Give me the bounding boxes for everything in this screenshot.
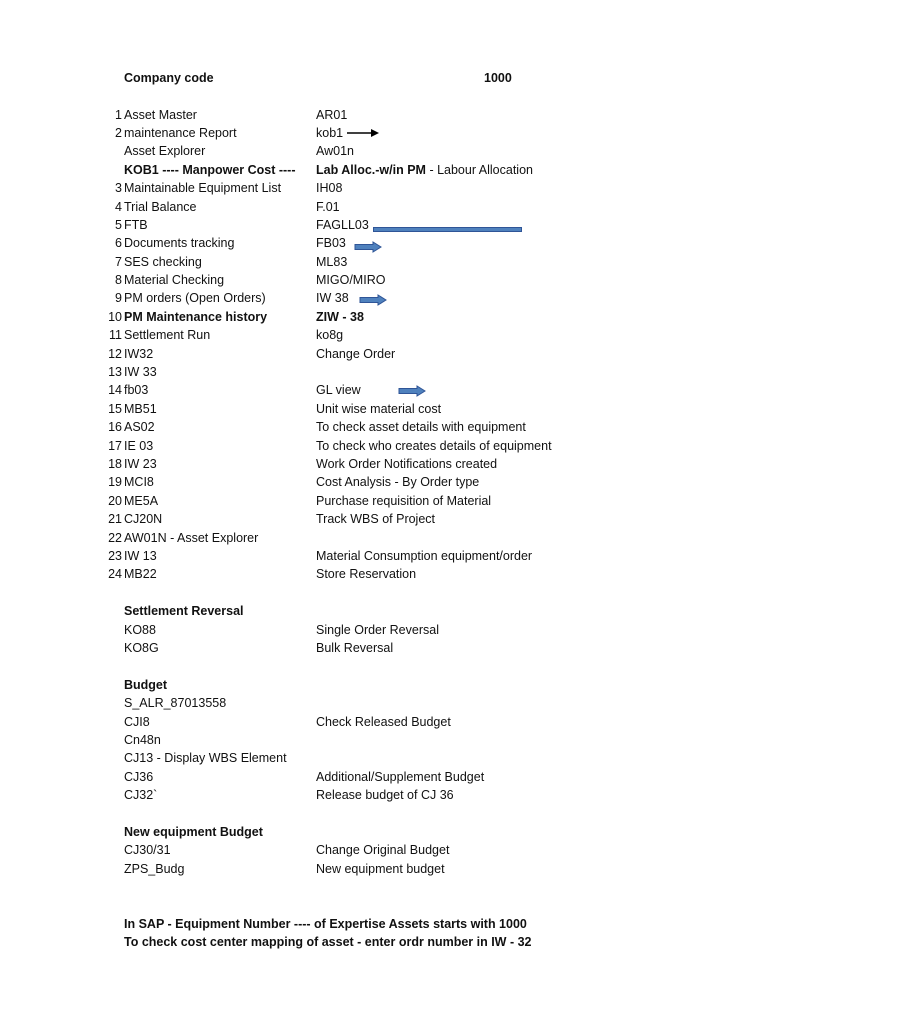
item-label: Asset Master <box>124 108 197 122</box>
list-item <box>0 768 900 786</box>
section-heading: Budget <box>124 678 168 692</box>
item-number: 22 <box>108 531 122 545</box>
note-text: To check cost center mapping of asset - enter ordr number in IW - 32 <box>124 935 532 949</box>
item-label: Cn48n <box>124 733 161 747</box>
item-number: 1 <box>115 108 122 122</box>
item-value: ZIW - 38 <box>316 310 364 324</box>
item-label: KOB1 ---- Manpower Cost ---- <box>124 163 296 177</box>
note-line <box>0 933 900 951</box>
list-item <box>0 510 900 528</box>
item-number: 17 <box>108 439 122 453</box>
list-item <box>0 308 900 326</box>
list-item <box>0 639 900 657</box>
item-label: maintenance Report <box>124 126 237 140</box>
item-value: Material Consumption equipment/order <box>316 549 533 563</box>
item-number: 10 <box>108 310 122 324</box>
list-item <box>0 381 900 399</box>
list-item <box>0 161 900 179</box>
list-item <box>0 731 900 749</box>
list-item <box>0 179 900 197</box>
item-value: Cost Analysis - By Order type <box>316 475 480 489</box>
list-item <box>0 565 900 583</box>
list-item <box>0 418 900 436</box>
item-label: IW32 <box>124 347 154 361</box>
list-item <box>0 124 900 142</box>
item-value: Single Order Reversal <box>316 623 439 637</box>
item-label: S_ALR_87013558 <box>124 696 227 710</box>
item-value: Bulk Reversal <box>316 641 394 655</box>
list-item <box>0 437 900 455</box>
item-number: 11 <box>109 328 122 342</box>
list-item <box>0 198 900 216</box>
list-item <box>0 345 900 363</box>
section-heading: New equipment Budget <box>124 825 263 839</box>
item-label: ME5A <box>124 494 159 508</box>
item-number: 5 <box>115 218 122 232</box>
item-value <box>316 161 533 179</box>
item-label: SES checking <box>124 255 202 269</box>
item-value: To check asset details with equipment <box>316 420 526 434</box>
note-text: In SAP - Equipment Number ---- of Expertise Assets starts with 1000 <box>124 917 527 931</box>
item-number: 4 <box>115 200 122 214</box>
right-arrow-icon <box>346 127 380 139</box>
item-number: 9 <box>115 291 122 305</box>
list-item <box>0 529 900 547</box>
item-label: PM orders (Open Orders) <box>124 291 266 305</box>
list-item <box>0 234 900 252</box>
note-line <box>0 915 900 933</box>
item-value: ko8g <box>316 328 344 342</box>
item-label: MB51 <box>124 402 157 416</box>
item-value: kob1 <box>316 126 344 140</box>
item-label: Documents tracking <box>124 236 235 250</box>
item-value: Purchase requisition of Material <box>316 494 492 508</box>
item-number: 23 <box>108 549 122 563</box>
item-label: CJ30/31 <box>124 843 171 857</box>
item-number: 8 <box>115 273 122 287</box>
block-arrow-icon <box>354 241 382 253</box>
item-label: Asset Explorer <box>124 144 206 158</box>
item-label: FTB <box>124 218 148 232</box>
item-number: 16 <box>108 420 122 434</box>
item-value: Track WBS of Project <box>316 512 436 526</box>
item-label: Settlement Run <box>124 328 211 342</box>
item-label: CJ20N <box>124 512 163 526</box>
list-item <box>0 106 900 124</box>
item-value: IW 38 <box>316 291 349 305</box>
item-value: Change Order <box>316 347 396 361</box>
item-value: Store Reservation <box>316 567 417 581</box>
item-label: ZPS_Budg <box>124 862 185 876</box>
item-label: KO88 <box>124 623 156 637</box>
block-arrow-icon <box>359 294 387 306</box>
item-value: Change Original Budget <box>316 843 450 857</box>
section-heading-settlement <box>0 602 900 620</box>
list-item <box>0 400 900 418</box>
list-item <box>0 621 900 639</box>
item-label: Trial Balance <box>124 200 197 214</box>
item-value: IH08 <box>316 181 343 195</box>
item-label: CJ13 - Display WBS Element <box>124 751 287 765</box>
list-item <box>0 326 900 344</box>
item-label: fb03 <box>124 383 149 397</box>
item-label: CJ36 <box>124 770 154 784</box>
item-value: MIGO/MIRO <box>316 273 386 287</box>
company-code-label: Company code <box>124 71 214 85</box>
item-value: FB03 <box>316 236 346 250</box>
item-number: 3 <box>115 181 122 195</box>
company-code-row <box>0 69 900 87</box>
list-item <box>0 289 900 307</box>
item-value: To check who creates details of equipment <box>316 439 552 453</box>
item-value: Aw01n <box>316 144 354 158</box>
list-item <box>0 841 900 859</box>
list-item <box>0 713 900 731</box>
item-label: IE 03 <box>124 439 154 453</box>
item-number: 19 <box>108 475 122 489</box>
item-label: CJI8 <box>124 715 150 729</box>
item-number: 2 <box>115 126 122 140</box>
list-item <box>0 547 900 565</box>
item-label: AS02 <box>124 420 155 434</box>
list-item <box>0 749 900 767</box>
item-value-extra: - Labour Allocation <box>425 163 533 177</box>
item-label: PM Maintenance history <box>124 310 268 324</box>
list-item <box>0 455 900 473</box>
item-label: CJ32` <box>124 788 158 802</box>
item-value: FAGLL03 <box>316 218 369 232</box>
item-number: 7 <box>115 255 122 269</box>
section-heading-budget <box>0 676 900 694</box>
item-number: 18 <box>108 457 122 471</box>
list-item <box>0 253 900 271</box>
item-value: Check Released Budget <box>316 715 451 729</box>
item-label: AW01N - Asset Explorer <box>124 531 259 545</box>
item-label: IW 33 <box>124 365 157 379</box>
item-value: Release budget of CJ 36 <box>316 788 454 802</box>
item-number: 14 <box>108 383 122 397</box>
item-number: 13 <box>108 365 122 379</box>
item-label: Material Checking <box>124 273 225 287</box>
list-item <box>0 271 900 289</box>
section-heading-new-equipment <box>0 823 900 841</box>
item-value: New equipment budget <box>316 862 445 876</box>
block-arrow-icon <box>398 385 426 397</box>
list-item <box>0 694 900 712</box>
item-label: IW 23 <box>124 457 157 471</box>
item-value: GL view <box>316 383 361 397</box>
item-value: Additional/Supplement Budget <box>316 770 485 784</box>
item-label: Maintainable Equipment List <box>124 181 282 195</box>
item-number: 21 <box>108 512 122 526</box>
item-value: Work Order Notifications created <box>316 457 498 471</box>
item-label: MB22 <box>124 567 157 581</box>
item-value: F.01 <box>316 200 340 214</box>
item-value: AR01 <box>316 108 348 122</box>
item-value-main: Lab Alloc.-w/in PM <box>316 163 426 177</box>
item-number: 12 <box>108 347 122 361</box>
item-label: IW 13 <box>124 549 157 563</box>
item-number: 6 <box>115 236 122 250</box>
section-heading: Settlement Reversal <box>124 604 244 618</box>
item-number: 15 <box>108 402 122 416</box>
item-number: 20 <box>108 494 122 508</box>
item-value: Unit wise material cost <box>316 402 442 416</box>
company-code-value: 1000 <box>484 71 512 85</box>
item-label: MCI8 <box>124 475 154 489</box>
list-item <box>0 142 900 160</box>
list-item <box>0 473 900 491</box>
list-item <box>0 492 900 510</box>
list-item <box>0 860 900 878</box>
list-item <box>0 363 900 381</box>
item-label: KO8G <box>124 641 159 655</box>
long-bar-shape <box>373 226 523 234</box>
list-item <box>0 786 900 804</box>
item-value: ML83 <box>316 255 348 269</box>
item-number: 24 <box>108 567 122 581</box>
